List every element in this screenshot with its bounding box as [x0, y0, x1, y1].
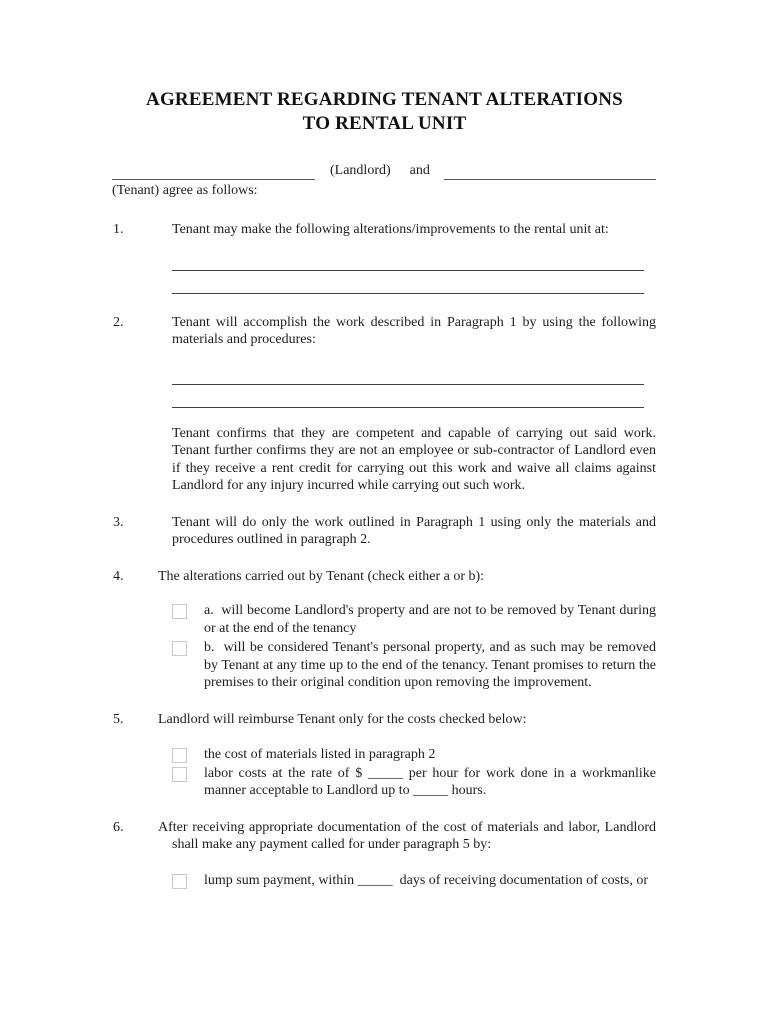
numbered-item-4	[113, 568, 656, 586]
numbered-item-5	[113, 711, 656, 729]
document-title	[113, 88, 656, 136]
item-text: The alterations carried out by Tenant (check either a or b):	[158, 568, 485, 584]
title-line-2: TO RENTAL UNIT	[302, 113, 467, 134]
checkbox-option-materials	[113, 746, 656, 764]
document-content	[112, 88, 660, 889]
item-number: 5.	[113, 711, 124, 727]
item-text: Tenant may make the following alterations/improvements to the rental unit at:	[172, 222, 609, 237]
option-indent	[113, 765, 172, 800]
option-indent	[113, 639, 172, 692]
option-indent	[113, 602, 172, 637]
item-text: Tenant will accomplish the work described in Paragraph 1 by using the following materials and procedures:	[172, 314, 656, 347]
option-label: the cost of materials listed in paragraph 2	[204, 747, 436, 762]
checkbox[interactable]	[172, 767, 187, 782]
and-label: and	[409, 163, 430, 178]
item-number: 4.	[113, 568, 124, 584]
option-label: a. will become Landlord's property and are not to be removed by Tenant during or at the end of the tenancy	[204, 603, 660, 636]
option-label: b. will be considered Tenant's personal property, and as such may be removed by Tenant at any time up to the end of the tenancy. Tenant promises to return the premises to their original condition upon removing the improvement.	[204, 640, 660, 690]
numbered-item-1	[113, 221, 656, 239]
fill-in-line[interactable]	[172, 385, 644, 408]
numbered-item-3	[113, 514, 656, 549]
item-text: Landlord will reimburse Tenant only for the costs checked below:	[158, 711, 527, 727]
option-label: lump sum payment, within _____ days of receiving documentation of costs, or	[204, 872, 649, 888]
item-number: 1.	[113, 222, 124, 237]
tenant-name-blank[interactable]	[444, 164, 656, 180]
item-number: 2.	[113, 314, 124, 330]
item-number: 6.	[113, 819, 124, 835]
checkbox-option-b	[113, 639, 660, 692]
checkbox-option-lump-sum	[113, 872, 656, 890]
title-line-1: AGREEMENT REGARDING TENANT ALTERATIONS	[146, 89, 623, 110]
parties-line	[112, 162, 656, 180]
item-text: After receiving appropriate documentation of the cost of materials and labor, Landlord shall make any payment called for under paragraph 5 by:	[158, 819, 656, 852]
fill-in-line[interactable]	[172, 362, 644, 385]
option-label: labor costs at the rate of $ _____ per hour for work done in a workmanlike manner acceptable to Landlord up to _____ hours.	[204, 765, 660, 798]
option-indent	[113, 746, 172, 764]
item-text: Tenant will do only the work outlined in Paragraph 1 using only the materials and procedures outlined in paragraph 2.	[172, 514, 656, 547]
numbered-item-2	[113, 314, 656, 349]
landlord-label: (Landlord)	[330, 163, 391, 178]
numbered-item-6	[113, 819, 656, 854]
landlord-name-blank[interactable]	[112, 164, 315, 180]
checkbox[interactable]	[172, 641, 187, 656]
fill-in-line[interactable]	[172, 248, 644, 271]
paragraph-tenant-confirms: Tenant confirms that they are competent and capable of carrying out said work. Tenant further confirms they are not an employee or sub-contractor of Landlord even if they receive a rent credit for carrying out this work and waive all claims against Landlord for any injury incurred while carrying out such work.	[172, 425, 656, 493]
checkbox[interactable]	[172, 604, 187, 619]
checkbox[interactable]	[172, 748, 187, 763]
checkbox-option-a	[113, 602, 660, 637]
checkbox-option-labor	[113, 765, 660, 800]
tenant-clause: (Tenant) agree as follows:	[112, 182, 258, 198]
fill-in-line[interactable]	[172, 271, 644, 294]
checkbox[interactable]	[172, 874, 187, 889]
item-number: 3.	[113, 514, 124, 530]
option-indent	[113, 872, 172, 890]
